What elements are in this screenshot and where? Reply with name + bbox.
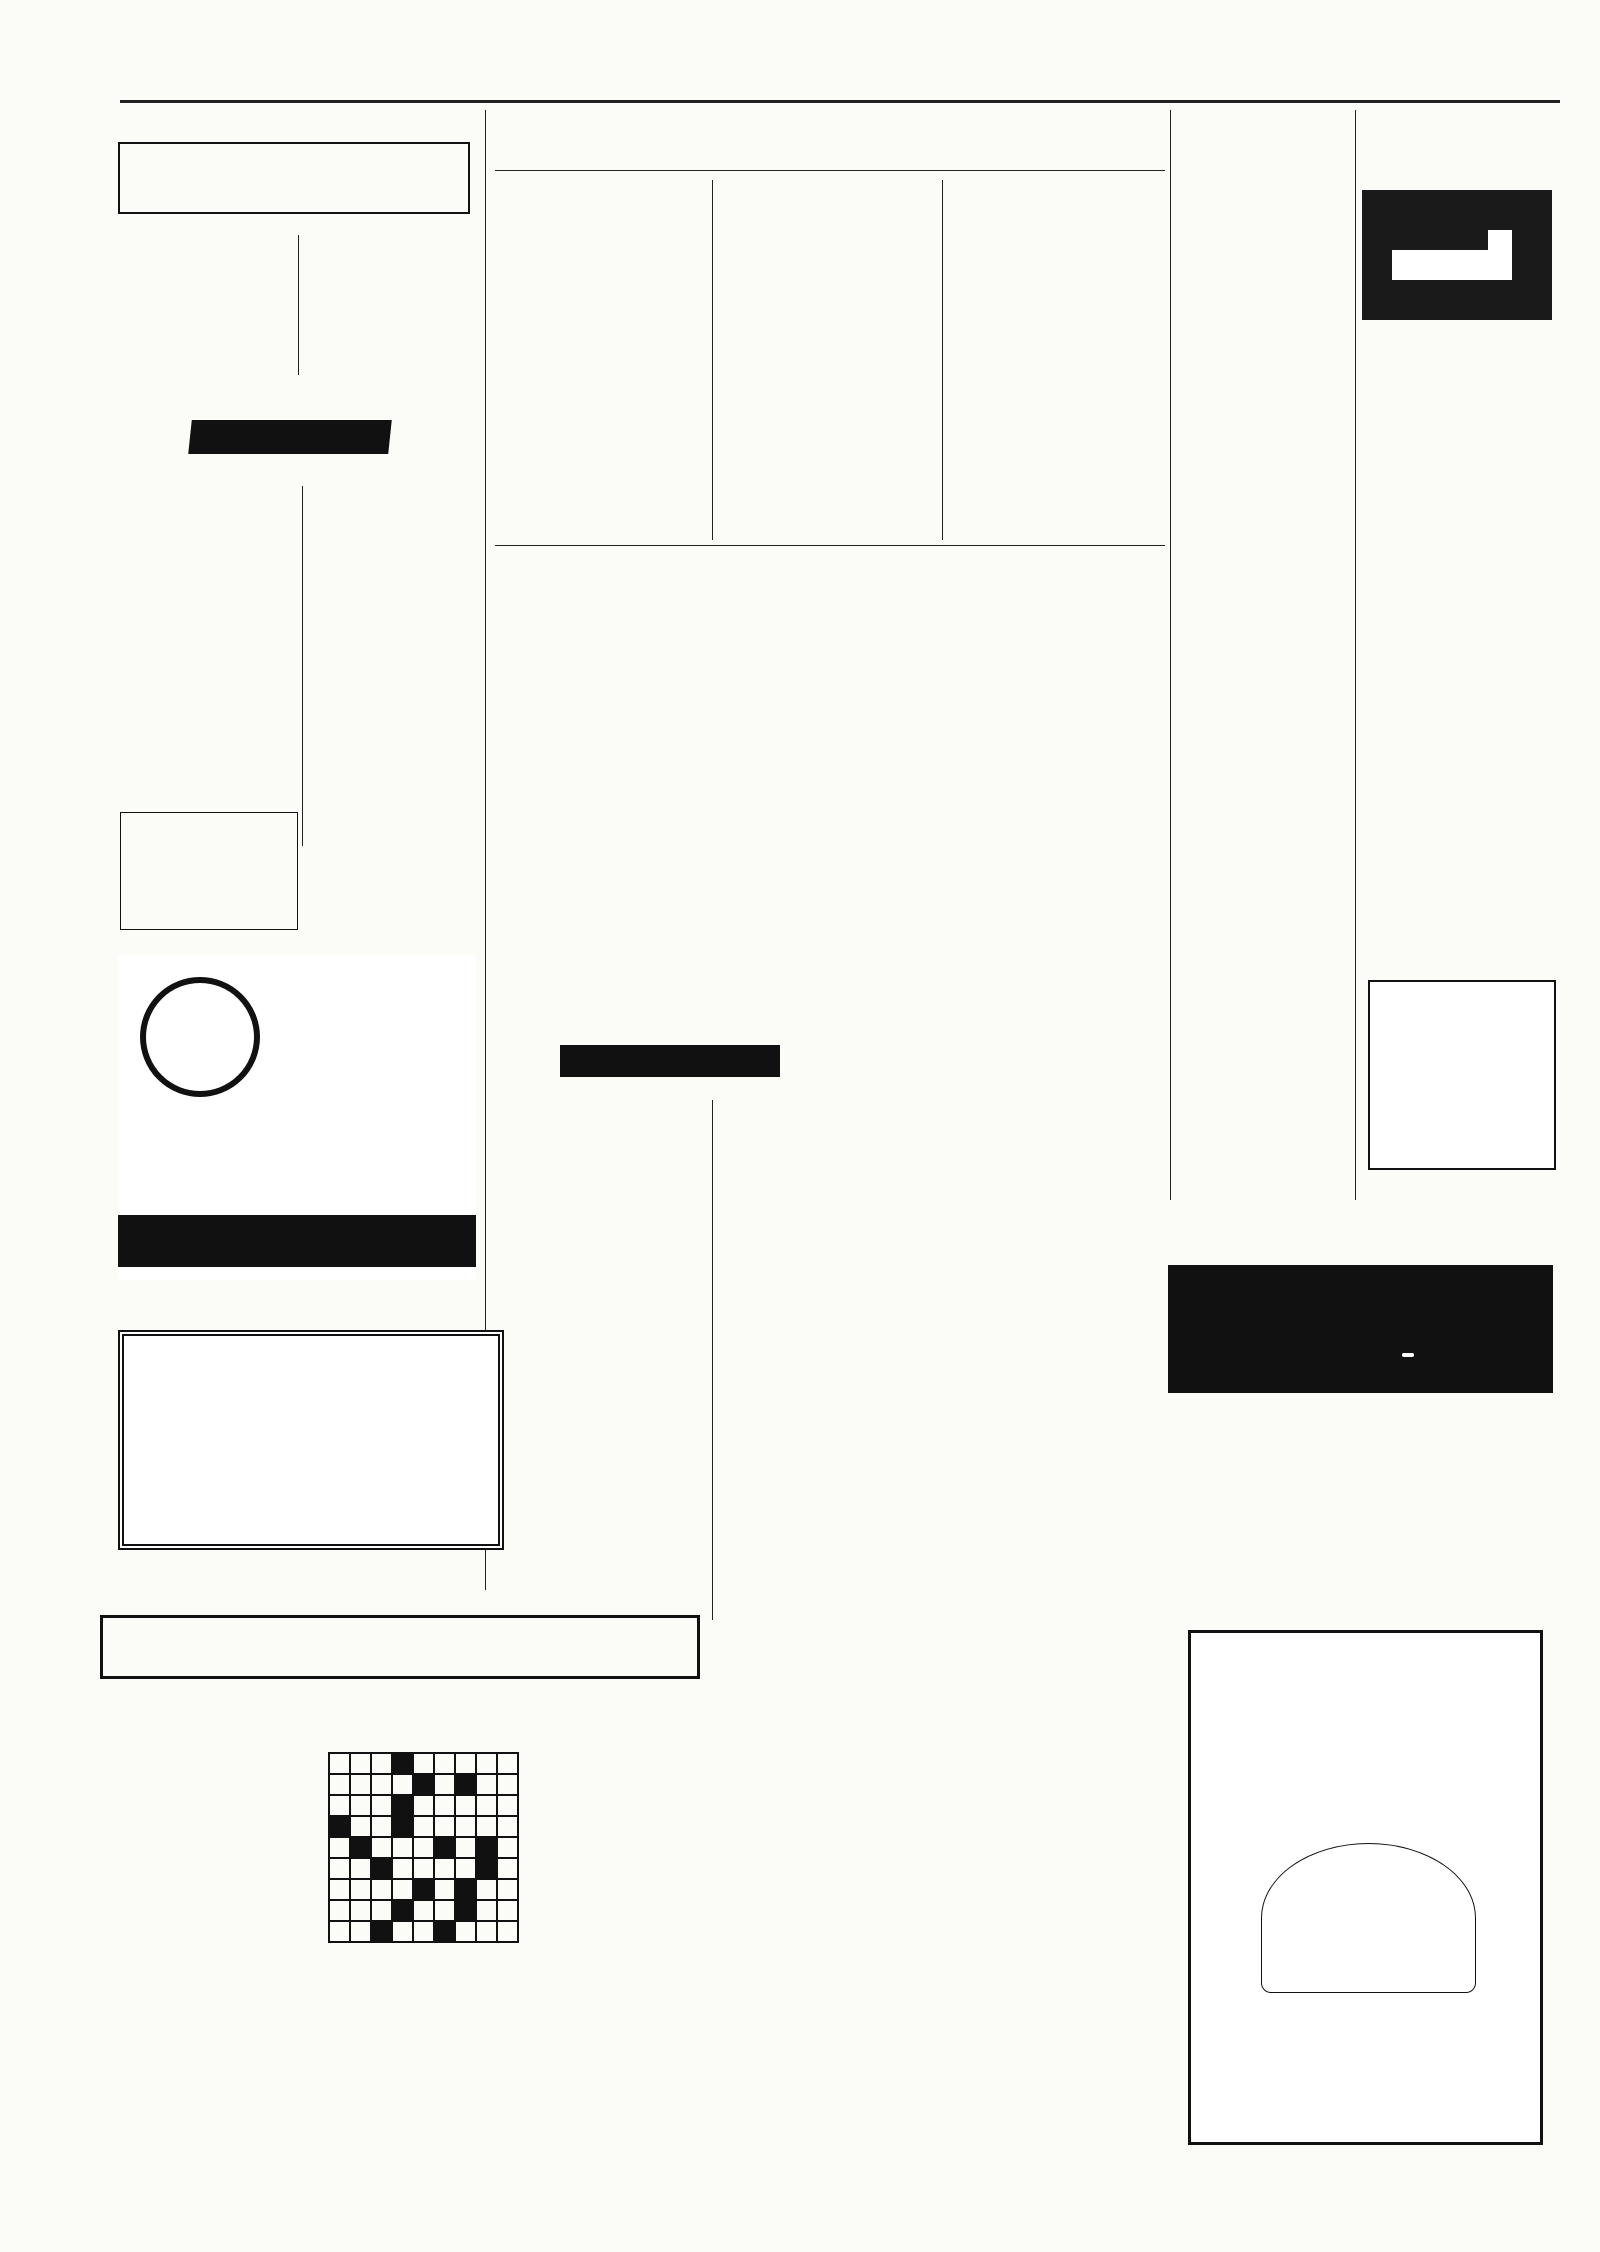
horoscope-divider — [712, 1100, 713, 1620]
grid-cell[interactable] — [413, 1753, 434, 1774]
grid-cell[interactable] — [434, 1753, 455, 1774]
novel-rule-top — [495, 545, 1165, 546]
grid-cell[interactable] — [497, 1816, 518, 1837]
casino-ad — [1168, 1265, 1553, 1393]
crossword-across — [110, 1730, 320, 1744]
grid-cell[interactable] — [329, 1753, 350, 1774]
grid-cell[interactable] — [392, 1774, 413, 1795]
idopoiisis-col — [1178, 182, 1350, 190]
grid-cell[interactable] — [350, 1795, 371, 1816]
grid-cell[interactable] — [455, 1753, 476, 1774]
grid-cell[interactable] — [350, 1858, 371, 1879]
ad-seal — [140, 977, 260, 1097]
grid-cell[interactable] — [476, 1795, 497, 1816]
grid-cell[interactable] — [392, 1753, 413, 1774]
grid-cell[interactable] — [350, 1753, 371, 1774]
grid-cell[interactable] — [434, 1858, 455, 1879]
grid-cell[interactable] — [371, 1774, 392, 1795]
grid-cell[interactable] — [329, 1858, 350, 1879]
grid-cell[interactable] — [413, 1774, 434, 1795]
masthead-rule — [120, 100, 1560, 103]
grid-cell[interactable] — [392, 1900, 413, 1921]
grid-cell[interactable] — [497, 1921, 518, 1942]
grid-cell[interactable] — [413, 1900, 434, 1921]
grid-cell[interactable] — [476, 1858, 497, 1879]
restaurant-ad — [118, 1330, 504, 1550]
grid-cell[interactable] — [329, 1837, 350, 1858]
grid-cell[interactable] — [371, 1753, 392, 1774]
grid-cell[interactable] — [371, 1879, 392, 1900]
grid-cell[interactable] — [497, 1837, 518, 1858]
col-divider-2 — [1170, 110, 1171, 1200]
grid-cell[interactable] — [476, 1774, 497, 1795]
grid-cell[interactable] — [434, 1774, 455, 1795]
grid-cell[interactable] — [497, 1879, 518, 1900]
grid-cell[interactable] — [392, 1816, 413, 1837]
grid-cell[interactable] — [350, 1816, 371, 1837]
grid-cell[interactable] — [434, 1921, 455, 1942]
grid-cell[interactable] — [371, 1837, 392, 1858]
grid-cell[interactable] — [455, 1837, 476, 1858]
grid-cell[interactable] — [476, 1816, 497, 1837]
grid-cell[interactable] — [329, 1900, 350, 1921]
grid-cell[interactable] — [455, 1879, 476, 1900]
baking-powder-ad — [118, 955, 476, 1280]
grid-cell[interactable] — [413, 1879, 434, 1900]
grid-cell[interactable] — [434, 1837, 455, 1858]
grid-cell[interactable] — [392, 1879, 413, 1900]
grid-cell[interactable] — [413, 1858, 434, 1879]
zibib-ad — [1188, 1630, 1543, 2145]
grid-cell[interactable] — [329, 1795, 350, 1816]
grid-cell[interactable] — [413, 1816, 434, 1837]
casino-tag — [1402, 1353, 1414, 1357]
grid-cell[interactable] — [371, 1900, 392, 1921]
trademark-icon — [1261, 1843, 1476, 1993]
grid-cell[interactable] — [476, 1921, 497, 1942]
grid-cell[interactable] — [350, 1900, 371, 1921]
grid-cell[interactable] — [413, 1837, 434, 1858]
grid-cell[interactable] — [455, 1900, 476, 1921]
grid-cell[interactable] — [434, 1816, 455, 1837]
grid-cell[interactable] — [329, 1921, 350, 1942]
grid-cell[interactable] — [455, 1795, 476, 1816]
calendar-block — [118, 238, 293, 254]
calendar-divider — [298, 235, 299, 375]
grid-cell[interactable] — [392, 1858, 413, 1879]
grid-cell[interactable] — [455, 1921, 476, 1942]
grid-cell[interactable] — [497, 1795, 518, 1816]
grid-cell[interactable] — [455, 1774, 476, 1795]
grid-cell[interactable] — [455, 1858, 476, 1879]
grid-cell[interactable] — [329, 1879, 350, 1900]
ad-brand-bar — [118, 1215, 476, 1267]
horoscope-banner — [560, 1045, 780, 1077]
kathimerini-logo-box — [118, 142, 470, 214]
grid-cell[interactable] — [371, 1921, 392, 1942]
grid-cell[interactable] — [392, 1795, 413, 1816]
grid-cell[interactable] — [476, 1837, 497, 1858]
tv-right-col — [310, 488, 482, 498]
trains-block — [1178, 820, 1358, 828]
grid-cell[interactable] — [371, 1858, 392, 1879]
crossword-solution — [510, 1720, 680, 1734]
tourists-article — [950, 182, 1162, 192]
grid-cell[interactable] — [497, 1900, 518, 1921]
grid-cell[interactable] — [392, 1837, 413, 1858]
grid-cell[interactable] — [371, 1795, 392, 1816]
bar-radio-ad — [120, 812, 298, 930]
col-divider-3 — [1355, 110, 1356, 1200]
grid-cell[interactable] — [350, 1879, 371, 1900]
crossword-banner — [100, 1615, 700, 1679]
grid-cell[interactable] — [413, 1921, 434, 1942]
grid-cell[interactable] — [476, 1879, 497, 1900]
grid-cell[interactable] — [329, 1816, 350, 1837]
classifieds-col — [1362, 182, 1557, 330]
grid-cell[interactable] — [434, 1795, 455, 1816]
grid-cell[interactable] — [434, 1900, 455, 1921]
worker-article — [495, 182, 705, 192]
tv-divider — [302, 486, 303, 846]
tv-left-col — [118, 488, 298, 502]
grid-cell[interactable] — [434, 1879, 455, 1900]
grid-cell[interactable] — [329, 1774, 350, 1795]
grid-cell[interactable] — [497, 1774, 518, 1795]
grid-cell[interactable] — [371, 1816, 392, 1837]
grid-cell[interactable] — [350, 1837, 371, 1858]
grid-cell[interactable] — [455, 1816, 476, 1837]
saints-block — [305, 240, 475, 246]
grid-cell[interactable] — [413, 1795, 434, 1816]
mikres-rule — [495, 170, 1165, 171]
tv-banner — [188, 420, 392, 454]
mikres-divider-2 — [942, 180, 943, 540]
grid-cell[interactable] — [476, 1900, 497, 1921]
grid-cell[interactable] — [392, 1921, 413, 1942]
grid-cell[interactable] — [497, 1858, 518, 1879]
ship-icon — [1362, 190, 1552, 320]
grid-cell[interactable] — [497, 1753, 518, 1774]
grid-cell[interactable] — [350, 1774, 371, 1795]
foni-article — [940, 1420, 1165, 1428]
fashion-ad — [1368, 980, 1556, 1170]
mikres-divider-1 — [712, 180, 713, 540]
grid-cell[interactable] — [476, 1753, 497, 1774]
crossword-grid[interactable] — [328, 1752, 519, 1943]
mid-article — [720, 182, 935, 192]
grid-cell[interactable] — [350, 1921, 371, 1942]
